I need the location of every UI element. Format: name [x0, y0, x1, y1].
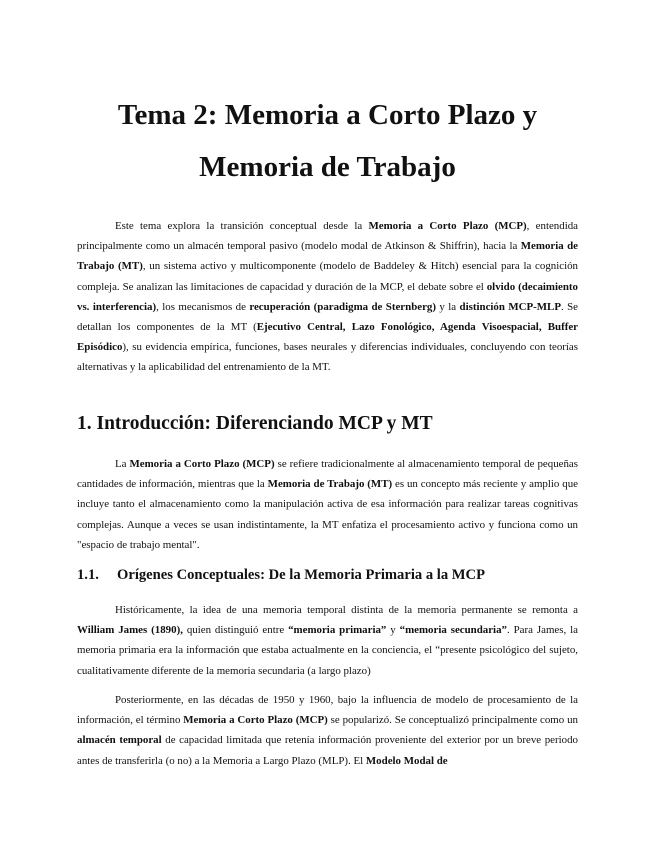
- bold-text-run: “memoria secundaria”: [399, 624, 507, 637]
- bold-text-run: Modelo Modal de: [365, 754, 448, 767]
- bold-text-run: Memoria a Corto Plazo (MCP): [183, 714, 328, 727]
- text-run: y: [386, 624, 400, 637]
- section-1-paragraph: [77, 454, 578, 555]
- text-run: . Para James, la memoria primaria era la información que estaba actualmente en la conciencia, el “presente psicológico del sujeto, cualitativamente diferente de la memoria secundaria (a largo plazo): [77, 624, 578, 677]
- bold-text-run: Memoria a Corto Plazo (MCP): [368, 220, 527, 232]
- bold-text-run: olvido (decaimiento vs. interferencia): [77, 280, 578, 313]
- bold-text-run: Memoria a Corto Plazo (MCP): [129, 458, 275, 470]
- text-run: , los mecanismos de: [156, 300, 250, 313]
- document-title-line-1: Tema 2: Memoria a Corto Plazo y: [117, 99, 538, 131]
- bold-text-run: Ejecutivo Central, Lazo Fonológico, Agenda Visoespacial, Buffer Episódico: [77, 321, 578, 354]
- text-run: se popularizó. Se conceptualizó principalmente como un: [327, 714, 578, 727]
- text-run: y la: [436, 300, 460, 313]
- document-title-line-2: Memoria de Trabajo: [199, 151, 456, 183]
- abstract-paragraph: [77, 216, 578, 378]
- bold-text-run: recuperación (paradigma de Sternberg): [249, 300, 436, 313]
- text-run: La: [115, 458, 130, 470]
- text-run: quien distinguió entre: [182, 624, 289, 637]
- bold-text-run: William James (1890),: [77, 624, 183, 637]
- section-1-1-paragraph-1: [77, 600, 578, 681]
- text-run: Este tema explora la transición conceptual desde la: [115, 220, 369, 232]
- section-1-1-heading: [77, 564, 485, 586]
- text-run: se refiere tradicionalmente al almacenamiento temporal de pequeñas cantidades de información, mientras que la: [77, 458, 578, 491]
- section-1-1-title: Orígenes Conceptuales: De la Memoria Primaria a la MCP: [117, 567, 485, 583]
- text-run: Posteriormente, en las décadas de 1950 y 1960, bajo la influencia de modelo de procesamiento de la información, el término: [77, 694, 578, 727]
- text-run: . Se detallan los componentes de la MT (: [77, 300, 578, 334]
- text-run: ), su evidencia empírica, funciones, bases neurales y diferencias individuales, concluyendo con teorías alternativas y la aplicabilidad del entrenamiento de la MT.: [77, 341, 578, 374]
- bold-text-run: Memoria de Trabajo (MT): [267, 478, 393, 491]
- text-run: , un sistema activo y multicomponente (modelo de Baddeley & Hitch) esencial para la cognición compleja. Se analizan las limitaciones de capacidad y duración de la MCP, el debate sobre el: [77, 260, 579, 293]
- bold-text-run: distinción MCP-MLP: [459, 300, 561, 313]
- text-run: de capacidad limitada que retenía información proveniente del exterior por un breve periodo antes de transferirla (o no) a la Memoria a Largo Plazo (MLP). El: [77, 734, 578, 767]
- bold-text-run: almacén temporal: [77, 734, 162, 747]
- text-run: , entendida principalmente como un almacén temporal pasivo (modelo modal de Atkinson & Shiffrin), hacia la: [77, 220, 578, 253]
- section-1-heading: 1. Introducción: Diferenciando MCP y MT: [77, 413, 433, 434]
- text-run: es un concepto más reciente y amplio que incluye tanto el almacenamiento como la manipulación activa de esa información para realizar tareas cognitivas complejas. Aunque a veces se usan indistintamente, la MT enfatiza el procesamiento activo y funciona como un "espacio de trabajo mental".: [77, 478, 578, 551]
- bold-text-run: “memoria primaria”: [288, 624, 387, 637]
- section-1-1-paragraph-2: [77, 690, 578, 771]
- bold-text-run: Memoria de Trabajo (MT): [77, 240, 578, 273]
- section-1-1-number: 1.1.: [77, 567, 99, 583]
- text-run: Históricamente, la idea de una memoria temporal distinta de la memoria permanente se remonta a: [115, 604, 578, 616]
